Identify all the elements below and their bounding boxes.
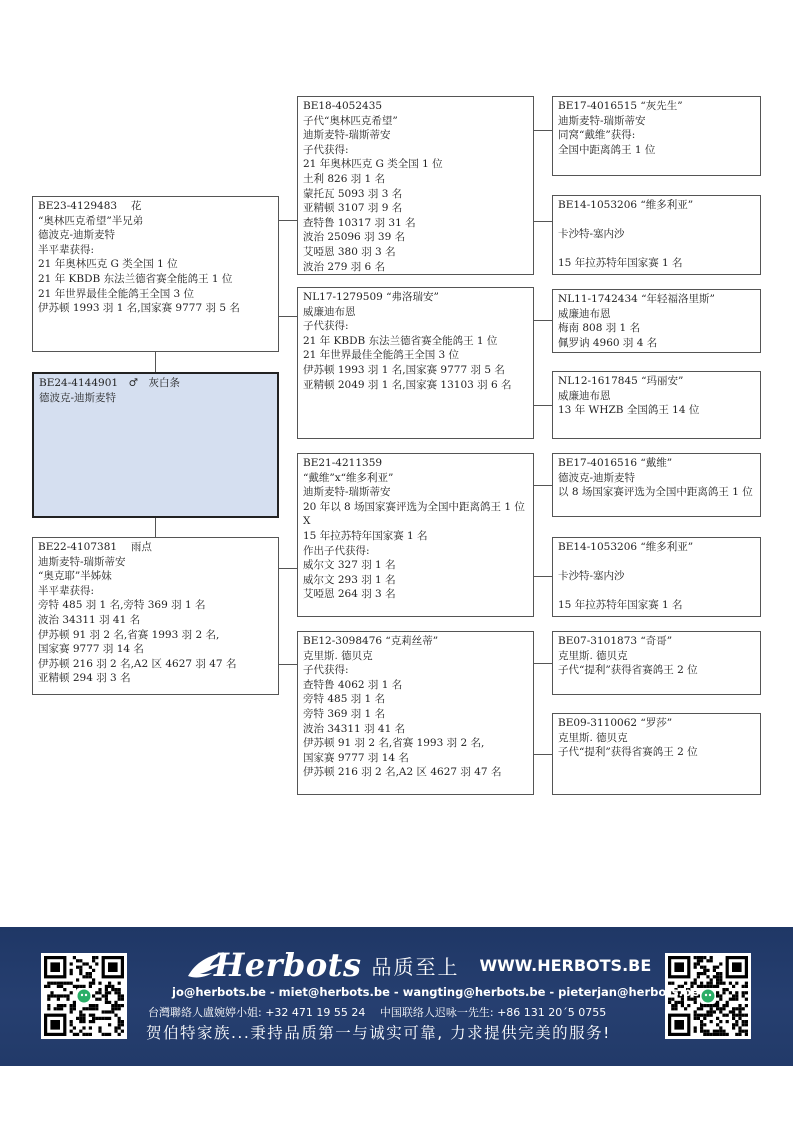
pigeon-ring-number: BE09-3110062 “罗莎”	[558, 717, 673, 729]
pigeon-ring-number: BE22-4107381 雨点	[38, 541, 152, 553]
pedigree-line: 查特鲁 10317 羽 31 名	[303, 216, 416, 229]
pigeon-ring-number: BE12-3098476 “克莉丝蒂”	[303, 635, 439, 647]
pedigree-line: 21 年世界最佳全能鸽王全国 3 位	[303, 349, 460, 362]
pedigree-line: 15 年拉苏特年国家赛 1 名	[558, 599, 683, 612]
pedigree-line: 迪斯麦特-瑞斯蒂安	[558, 114, 646, 127]
connector-sd-sdd	[533, 405, 552, 406]
pedigree-line: 迪斯麦特-瑞斯蒂安	[303, 129, 391, 142]
pedigree-line: 子代“提利”获得省赛鸽王 2 位	[558, 746, 698, 759]
pedigree-line: 13 年 WHZB 全国鸽王 14 位	[558, 404, 700, 417]
pedigree-line: 卡沙特-塞内沙	[558, 228, 625, 241]
pedigree-line: 波治 34311 羽 41 名	[38, 613, 141, 626]
pedigree-line: 亚精顿 294 羽 3 名	[38, 672, 131, 685]
pedigree-line	[558, 584, 755, 599]
connector-ss-sss	[533, 130, 552, 131]
pedigree-line: 波治 25096 羽 39 名	[303, 231, 406, 244]
pedigree-line: 21 年 KBDB 东法兰德省赛全能鸽王 1 位	[303, 334, 498, 347]
pedigree-line: 伊苏顿 1993 羽 1 名,国家赛 9777 羽 5 名	[303, 363, 505, 376]
pedigree-line: 子代获得:	[303, 664, 349, 677]
connector-dd-dds	[533, 663, 552, 664]
sire-dam-box	[297, 287, 534, 439]
pedigree-line: “戴维”x“维多利亚”	[303, 471, 394, 484]
pigeon-ring-number: NL12-1617845 “玛丽安”	[558, 375, 684, 387]
website-link[interactable]: WWW.HERBOTS.BE	[479, 955, 652, 975]
sss-box	[552, 96, 761, 176]
pedigree-line: 迪斯麦特-瑞斯蒂安	[38, 555, 126, 568]
pigeon-ring-number: BE23-4129483 花	[38, 200, 142, 212]
dam-box	[32, 537, 279, 695]
ssd-box	[552, 195, 761, 275]
pigeon-ring-number: BE07-3101873 “奇哥”	[558, 635, 673, 647]
pedigree-line: 伊苏顿 1993 羽 1 名,国家赛 9777 羽 5 名	[38, 302, 240, 315]
connector-dam-ds	[278, 568, 297, 569]
sire-box	[32, 196, 279, 352]
connector-sire-subject	[155, 351, 156, 372]
pedigree-line: 查特鲁 4062 羽 1 名	[303, 678, 403, 691]
sire-sire-box	[297, 96, 534, 275]
connector-dam-dd	[278, 664, 297, 665]
pedigree-line: X	[303, 515, 311, 528]
male-sex-icon: ♂	[128, 377, 138, 389]
pigeon-ring-number: BE18-4052435	[303, 100, 383, 112]
pedigree-line: 同窝“戴维”获得:	[558, 129, 636, 142]
subject-ring: BE24-4144901	[39, 377, 119, 389]
sds-box	[552, 289, 761, 353]
pigeon-ring-number: BE17-4016515 “灰先生”	[558, 100, 683, 112]
pedigree-line: 蒙托瓦 5093 羽 3 名	[303, 187, 403, 200]
pedigree-line: 威尔文 327 羽 1 名	[303, 559, 396, 572]
pedigree-line: 伊苏顿 91 羽 2 名,省赛 1993 羽 2 名,	[38, 628, 220, 641]
connector-ss-ssd	[533, 221, 552, 222]
pedigree-line: 半平辈获得:	[38, 243, 95, 256]
pedigree-line: 以 8 场国家赛评选为全国中距离鸽王 1 位	[558, 486, 753, 499]
ddd-box	[552, 713, 761, 795]
pigeon-ring-number: NL17-1279509 “弗洛瑞安”	[303, 291, 439, 303]
pigeon-ring-number: BE21-4211359	[303, 457, 383, 469]
contact-phones: 台灣聯絡人盧婉婷小姐: +32 471 19 55 24 中国联络人迟咏一先生: +86 131 20´5 0755	[148, 1006, 607, 1019]
pedigree-line: 克里斯. 德贝克	[303, 649, 373, 662]
sdd-box	[552, 371, 761, 439]
dsd-box	[552, 537, 761, 617]
email-addresses[interactable]: jo@herbots.be - miet@herbots.be - wangting@herbots.be - pieterjan@herbots.be	[172, 985, 700, 999]
pedigree-line	[558, 213, 755, 228]
connector-ds-dsd	[533, 576, 552, 577]
pedigree-line: 威廉迪布恩	[558, 389, 611, 402]
dam-sire-box	[297, 453, 534, 617]
pedigree-line: 艾啞恩 264 羽 3 名	[303, 588, 396, 601]
pedigree-line: 佩罗讷 4960 羽 4 名	[558, 336, 658, 349]
pedigree-line: 艾啞恩 380 羽 3 名	[303, 245, 396, 258]
pedigree-line: 15 年拉苏特年国家赛 1 名	[558, 257, 683, 270]
pedigree-line: “奥克耶”半姊妹	[38, 570, 112, 583]
qr-code-left[interactable]	[41, 953, 127, 1039]
pedigree-line: “奥林匹克希望”半兄弟	[38, 214, 144, 227]
pedigree-line: 15 年拉苏特年国家赛 1 名	[303, 529, 428, 542]
pedigree-line: 威廉迪布恩	[303, 305, 356, 318]
pedigree-line: 旁特 369 羽 1 名	[303, 707, 386, 720]
pedigree-line: 半平辈获得:	[38, 584, 95, 597]
pedigree-line: 旁特 485 羽 1 名	[303, 693, 386, 706]
dam-dam-box	[297, 631, 534, 795]
pedigree-line: 威廉迪布恩	[558, 307, 611, 320]
pedigree-line: 21 年世界最佳全能鸽王全国 3 位	[38, 287, 195, 300]
pedigree-line: 国家赛 9777 羽 14 名	[303, 751, 409, 764]
connector-sd-sds	[533, 320, 552, 321]
subject-header	[39, 376, 272, 391]
pigeon-ring-number: BE14-1053206 “维多利亚”	[558, 541, 694, 553]
pedigree-line: 克里斯. 德贝克	[558, 731, 628, 744]
pedigree-line: 克里斯. 德贝克	[558, 649, 628, 662]
pedigree-line: 威尔文 293 羽 1 名	[303, 573, 396, 586]
pedigree-line: 德波克-迪斯麦特	[38, 229, 116, 242]
connector-sire-ss	[278, 220, 297, 221]
pedigree-line: 子代“奥林匹克希望”	[303, 114, 398, 127]
pedigree-line: 波治 279 羽 6 名	[303, 260, 386, 273]
pedigree-line: 全国中距离鸽王 1 位	[558, 143, 656, 156]
pedigree-line: 21 年奥林匹克 G 类全国 1 位	[303, 158, 443, 171]
pedigree-line: 20 年以 8 场国家赛评选为全国中距离鸽王 1 位	[303, 500, 525, 513]
footer-motto: 贺伯特家族...秉持品质第一与诚实可靠, 力求提供完美的服务!	[146, 1024, 611, 1042]
dds-box	[552, 631, 761, 695]
pedigree-line: 波治 34311 羽 41 名	[303, 722, 406, 735]
pigeon-ring-number: BE17-4016516 “戴维”	[558, 457, 673, 469]
pedigree-line: 作出子代获得:	[303, 544, 370, 557]
footer-brand	[214, 946, 651, 984]
pedigree-line: 卡沙特-塞内沙	[558, 570, 625, 583]
pedigree-line: 子代获得:	[303, 320, 349, 333]
pigeon-ring-number: NL11-1742434 “年轻福洛里斯”	[558, 293, 715, 305]
pedigree-line: 21 年 KBDB 东法兰德省赛全能鸽王 1 位	[38, 272, 233, 285]
connector-subject-dam	[155, 517, 156, 537]
pedigree-line: 国家赛 9777 羽 14 名	[38, 643, 144, 656]
connector-dd-ddd	[533, 754, 552, 755]
connector-ds-dss	[533, 485, 552, 486]
pedigree-line: 伊苏顿 216 羽 2 名,A2 区 4627 羽 47 名	[38, 657, 237, 670]
pedigree-line: 子代“提利”获得省赛鸽王 2 位	[558, 664, 698, 677]
pedigree-line	[558, 242, 755, 257]
pedigree-line: 梅南 808 羽 1 名	[558, 322, 641, 335]
subject-breeder: 德波克-迪斯麦特	[39, 391, 117, 404]
pedigree-line	[558, 555, 755, 570]
pedigree-line: 德波克-迪斯麦特	[558, 471, 636, 484]
pedigree-line: 伊苏顿 91 羽 2 名,省赛 1993 羽 2 名,	[303, 737, 485, 750]
footer-slogan: 品质至上	[371, 954, 460, 979]
pedigree-line: 迪斯麦特-瑞斯蒂安	[303, 486, 391, 499]
pedigree-line: 子代获得:	[303, 143, 349, 156]
pigeon-ring-number: BE14-1053206 “维多利亚”	[558, 199, 694, 211]
subject-box	[32, 372, 279, 518]
pedigree-line: 亚精顿 2049 羽 1 名,国家赛 13103 羽 6 名	[303, 378, 512, 391]
connector-sire-sd	[278, 316, 297, 317]
pedigree-line: 旁特 485 羽 1 名,旁特 369 羽 1 名	[38, 599, 206, 612]
pedigree-line: 亚精顿 3107 羽 9 名	[303, 202, 403, 215]
pedigree-line: 伊苏顿 216 羽 2 名,A2 区 4627 羽 47 名	[303, 766, 502, 779]
herbots-logo: Herbots	[214, 946, 362, 984]
dss-box	[552, 453, 761, 517]
subject-color: 灰白条	[148, 377, 180, 389]
pedigree-line: 21 年奥林匹克 G 类全国 1 位	[38, 258, 178, 271]
pedigree-line: 土利 826 羽 1 名	[303, 172, 386, 185]
